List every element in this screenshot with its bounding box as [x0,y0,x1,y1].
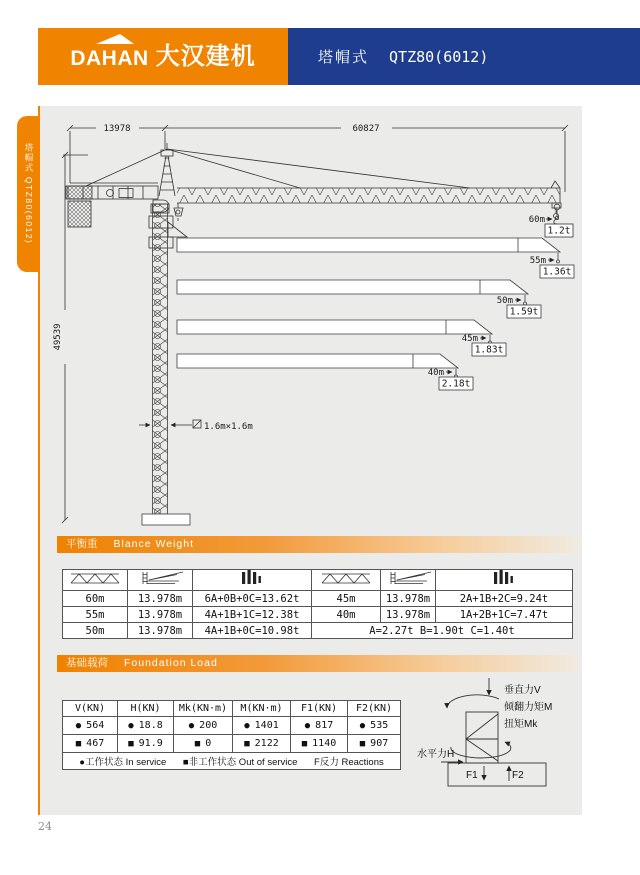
fl-header: F2(KN) [348,701,401,717]
fl-cell: ● 18.8 [118,717,174,735]
mast-section-label: 1.6m×1.6m [204,422,253,432]
header-brand-block [38,28,288,85]
fl-header: F1(KN) [291,701,348,717]
fl-header: V(KN) [63,701,118,717]
main-jib [177,181,561,224]
config-tip-load: 1.36t [542,266,572,278]
bw-cell: 2A+1B+2C=9.24t [436,591,573,607]
model-type-label: 塔帽式 [318,49,370,66]
out-service-marker: ■ [75,739,82,749]
fl-cell: ■ 907 [348,735,401,753]
out-of-service-row [63,735,401,753]
balance-title-en: Blance Weight [113,538,195,550]
bw-cell: 50m [63,623,128,639]
dim-jib: 60827 [352,124,380,134]
bw-cell: 13.978m [381,591,436,607]
f1-label: F1 [466,770,478,781]
dim-height: 49539 [53,323,63,351]
brand-name-en: DAHAN [70,46,149,70]
table-header-row [63,570,573,591]
counter-jib-icon [128,570,193,591]
bw-cell: 13.978m [381,607,436,623]
legend-reactions: F反力 Reactions [314,757,384,768]
bw-cell: 4A+1B+0C=10.98t [193,623,312,639]
side-tab-label: 塔帽式 QTZ80(6012) [24,143,34,245]
legend-row [63,753,401,770]
balance-weight-table [62,569,573,639]
brand-name-cn: 大汉建机 [155,42,256,70]
config-40m [177,354,473,390]
model-number: QTZ80(6012) [389,47,489,66]
counterweight-icon [436,570,573,591]
fl-cell: ● 535 [348,717,401,735]
fl-cell: ● 1401 [233,717,291,735]
config-length: 50m [496,296,513,306]
balance-title-cn: 平衡重 [66,538,98,550]
tie-rods [86,149,470,188]
fl-cell: ■ 1140 [291,735,348,753]
config-tip-load: 1.2t [547,225,571,237]
dim-counter-jib: 13978 [103,124,131,134]
fl-cell: ■ 0 [174,735,233,753]
foundation-diagram [413,673,585,801]
foundation-load-banner [57,655,578,672]
in-service-marker: ● [128,721,134,731]
fl-cell: ■ 2122 [233,735,291,753]
bw-cell: 4A+1B+1C=12.38t [193,607,312,623]
foundation-title-cn: 基础载荷 [66,657,108,669]
table-header-row [63,701,401,717]
config-length: 60m [528,215,545,225]
legend-cell [63,753,401,770]
out-service-marker: ■ [359,739,366,749]
overturning-moment-label: 倾翻力矩M [504,702,553,713]
in-service-marker: ● [244,721,250,731]
config-length: 40m [427,368,444,378]
page-number: 24 [38,820,52,833]
torque-label: 扭矩Mk [504,719,538,730]
table-row [63,623,573,639]
config-tip-load: 1.59t [509,306,539,318]
jib-icon [63,570,128,591]
fl-header: M(KN·m) [233,701,291,717]
out-service-marker: ■ [194,739,201,749]
vertical-force-label: 垂直力V [504,685,541,696]
in-service-marker: ● [188,721,195,731]
horizontal-force-label: 水平力H [417,749,455,760]
table-row [63,607,573,623]
bw-cell: 60m [63,591,128,607]
legend-out-service: ■非工作状态 Out of service [182,757,298,768]
fl-cell: ● 817 [291,717,348,735]
in-service-row [63,717,401,735]
bw-cell: 45m [312,591,381,607]
bw-cell: 1A+2B+1C=7.47t [436,607,573,623]
bw-weights-legend-cell: A=2.27t B=1.90t C=1.40t [312,623,573,639]
bw-cell: 13.978m [128,623,193,639]
side-tab [17,116,41,272]
config-50m [177,280,541,318]
config-length: 45m [461,334,478,344]
jib-icon [312,570,381,591]
config-tip-load: 2.18t [441,378,471,390]
config-55m [177,238,574,278]
bw-cell: 40m [312,607,381,623]
table-row [63,591,573,607]
in-service-marker: ● [304,721,311,731]
mast-section-callout [139,420,201,428]
fl-cell: ■ 91.9 [118,735,174,753]
in-service-marker: ● [75,721,82,731]
bw-cell: 6A+0B+0C=13.62t [193,591,312,607]
fl-header: Mk(KN·m) [174,701,233,717]
bw-cell: 13.978m [128,591,193,607]
f2-label: F2 [512,770,524,781]
balance-weight-banner [57,536,578,553]
in-service-marker: ● [359,721,366,731]
header-model-block [288,28,640,85]
bw-cell: 55m [63,607,128,623]
out-service-marker: ■ [244,739,250,749]
config-45m [177,320,506,356]
fl-header: H(KN) [118,701,174,717]
config-tip-load: 1.83t [474,344,504,356]
counter-jib [66,183,158,227]
crane-diagram [40,106,582,536]
legend-in-service: ●工作状态 In service [79,757,167,768]
foundation-title-en: Foundation Load [124,657,218,669]
fl-cell: ● 200 [174,717,233,735]
foundation-load-table [62,700,401,770]
counterweight-icon [193,570,312,591]
counter-jib-icon [381,570,436,591]
out-service-marker: ■ [128,739,134,749]
out-service-marker: ■ [301,739,308,749]
logo-roof-icon [96,34,134,44]
config-length: 55m [529,256,546,266]
config-60m [529,204,573,237]
fl-cell: ■ 467 [63,735,118,753]
dahan-logo [70,42,256,70]
bw-cell: 13.978m [128,607,193,623]
fl-cell: ● 564 [63,717,118,735]
